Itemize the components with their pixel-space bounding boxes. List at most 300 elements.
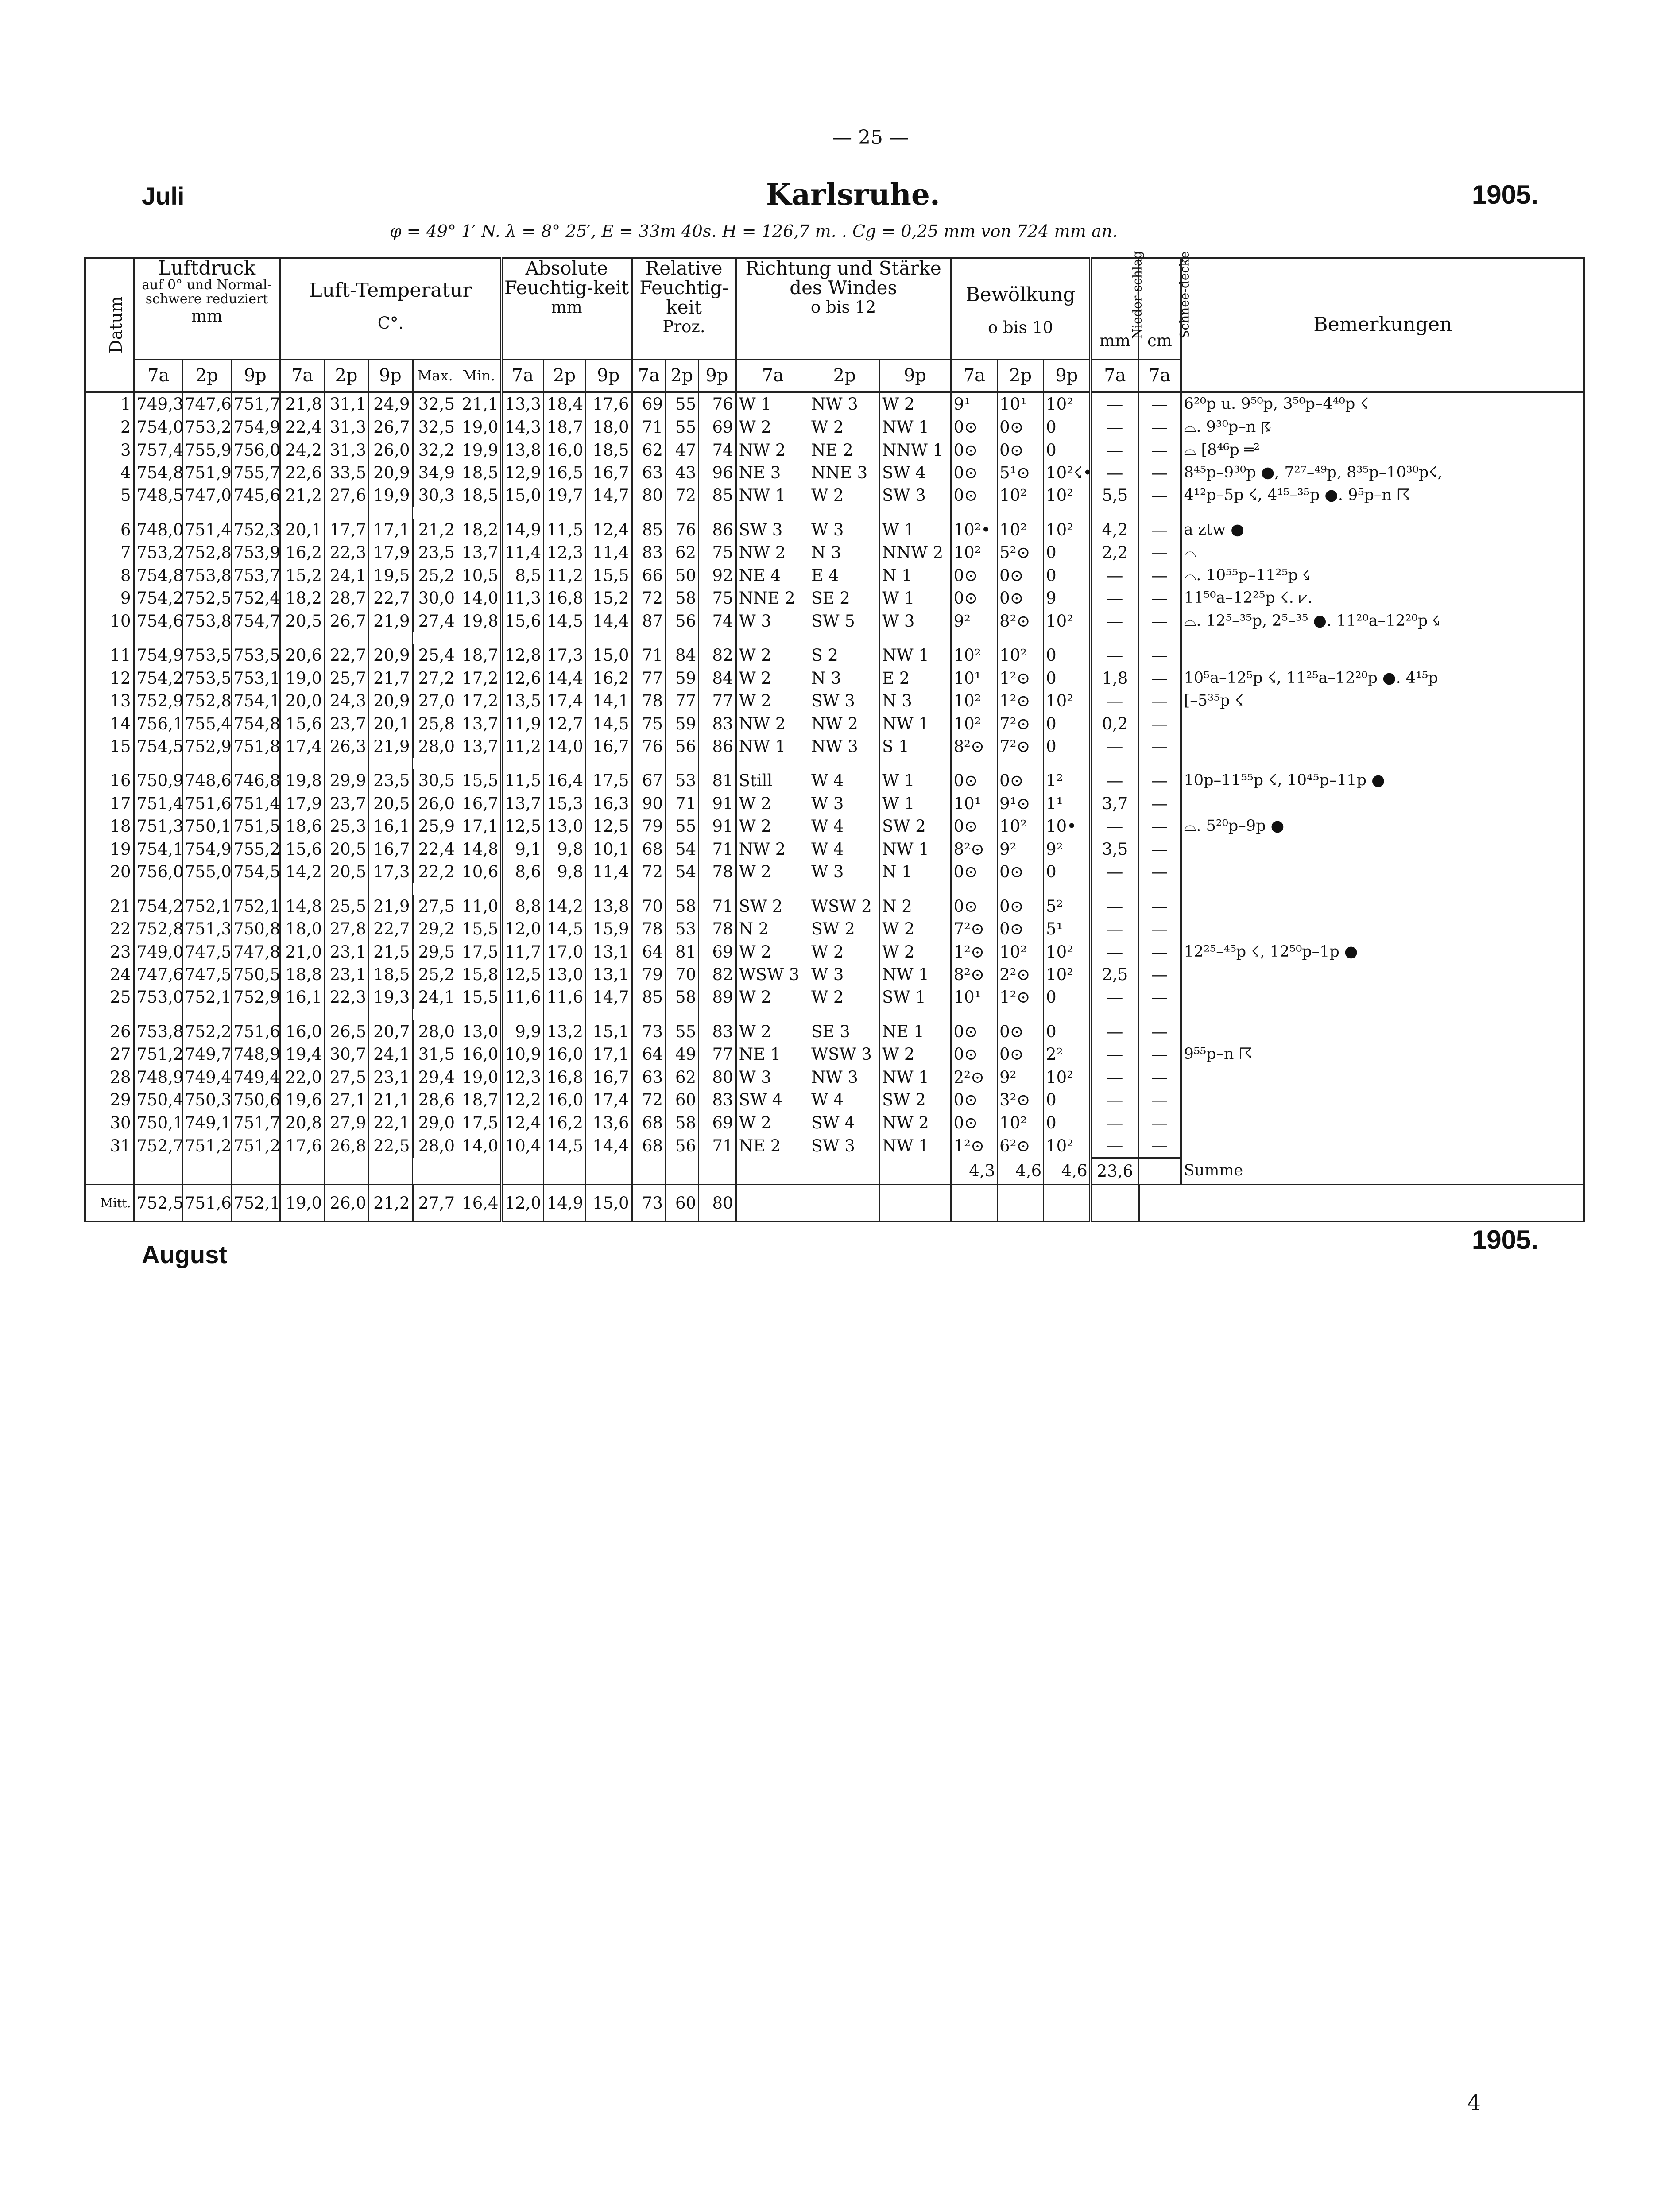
- pressure-cell: 753,5: [231, 644, 280, 667]
- table-row: [85, 438, 1584, 461]
- cloud-cell: 0⊙: [997, 438, 1044, 461]
- day-cell: 9: [85, 587, 134, 609]
- rel-humidity-cell: 92: [698, 564, 736, 587]
- wind-cell: NW 3: [809, 735, 880, 758]
- temperature-cell: 20,1: [280, 519, 324, 541]
- sum-row: [85, 1158, 1584, 1185]
- temperature-cell: 14,0: [457, 1134, 501, 1158]
- rel-humidity-cell: 59: [665, 667, 698, 689]
- day-cell: 7: [85, 541, 134, 564]
- pressure-cell: 752,9: [134, 690, 182, 712]
- abs-humidity-cell: 12,6: [501, 667, 543, 689]
- temperature-cell: 15,8: [457, 963, 501, 986]
- cloud-cell: 10¹: [951, 792, 997, 815]
- pressure-cell: 751,5: [231, 815, 280, 837]
- table-row: [85, 769, 1584, 792]
- station-title: Karlsruhe.: [766, 177, 940, 212]
- pressure-cell: 754,7: [231, 609, 280, 632]
- abs-humidity-cell: 14,2: [543, 895, 585, 917]
- row-spacer: [85, 883, 1584, 895]
- temperature-cell: 24,1: [324, 564, 368, 587]
- footer-number: 4: [1467, 2090, 1481, 2115]
- remarks-cell: 12²⁵–⁴⁵p ☇, 12⁵⁰p–1p ●: [1181, 940, 1584, 963]
- precip-cell: 0,2: [1090, 712, 1139, 735]
- temperature-cell: 16,7: [457, 792, 501, 815]
- rel-humidity-cell: 78: [698, 861, 736, 883]
- abs-humidity-cell: 16,2: [585, 667, 632, 689]
- wind-cell: NNE 3: [809, 461, 880, 484]
- temperature-cell: 18,5: [368, 963, 413, 986]
- temperature-cell: 27,5: [413, 895, 457, 917]
- precip-cell: —: [1090, 416, 1139, 438]
- mean-temperature-cell: 26,0: [324, 1185, 368, 1222]
- wind-cell: NW 1: [880, 838, 951, 861]
- cloud-mean-cell: 4,3: [951, 1158, 997, 1185]
- precip-cell: —: [1090, 769, 1139, 792]
- snow-cell: —: [1139, 1089, 1181, 1111]
- cloud-cell: 10²: [951, 541, 997, 564]
- pressure-cell: 754,9: [134, 644, 182, 667]
- pressure-cell: 752,8: [182, 541, 231, 564]
- temperature-cell: 30,5: [413, 769, 457, 792]
- temperature-cell: 15,2: [280, 564, 324, 587]
- pressure-cell: 752,2: [182, 1020, 231, 1043]
- temperature-cell: 19,9: [457, 438, 501, 461]
- temperature-cell: 18,6: [280, 815, 324, 837]
- abs-humidity-cell: 17,1: [585, 1043, 632, 1066]
- temperature-cell: 20,0: [280, 690, 324, 712]
- temperature-cell: 17,5: [457, 1112, 501, 1134]
- rel-humidity-cell: 58: [665, 895, 698, 917]
- wind-cell: NW 2: [736, 838, 809, 861]
- remarks-cell: [1181, 792, 1584, 815]
- temperature-cell: 24,9: [368, 392, 413, 416]
- cloud-cell: 1²⊙: [951, 1134, 997, 1158]
- cloud-cell: 0⊙: [951, 416, 997, 438]
- pressure-cell: 754,8: [231, 712, 280, 735]
- remarks-cell: ⌓. 12⁵–³⁵p, 2⁵–³⁵ ●. 11²⁰a–12²⁰p ☇: [1181, 609, 1584, 632]
- wind-cell: W 2: [736, 416, 809, 438]
- cloud-cell: 0: [1044, 986, 1090, 1008]
- wind-cell: W 3: [736, 609, 809, 632]
- wind-cell: S 2: [809, 644, 880, 667]
- snow-cell: —: [1139, 838, 1181, 861]
- snow-cell: —: [1139, 861, 1181, 883]
- abs-humidity-cell: 16,0: [543, 438, 585, 461]
- precip-cell: —: [1090, 918, 1139, 940]
- wind-cell: SW 3: [809, 1134, 880, 1158]
- abs-humidity-cell: 15,1: [585, 1020, 632, 1043]
- pressure-cell: 750,8: [231, 918, 280, 940]
- temperature-cell: 21,2: [413, 519, 457, 541]
- cloud-cell: 0: [1044, 1089, 1090, 1111]
- temperature-cell: 18,7: [457, 1089, 501, 1111]
- table-row: [85, 1112, 1584, 1134]
- abs-humidity-cell: 13,5: [501, 690, 543, 712]
- pressure-cell: 754,8: [134, 461, 182, 484]
- day-cell: 18: [85, 815, 134, 837]
- rel-humidity-cell: 77: [632, 667, 665, 689]
- temperature-cell: 16,1: [368, 815, 413, 837]
- rel-humidity-cell: 72: [632, 587, 665, 609]
- row-spacer: [85, 632, 1584, 644]
- temperature-cell: 17,4: [280, 735, 324, 758]
- rel-humidity-cell: 68: [632, 1112, 665, 1134]
- pressure-cell: 755,0: [182, 861, 231, 883]
- temperature-cell: 21,1: [368, 1089, 413, 1111]
- day-cell: 23: [85, 940, 134, 963]
- pressure-cell: 752,9: [231, 986, 280, 1008]
- temperature-cell: 26,3: [324, 735, 368, 758]
- abs-humidity-cell: 11,5: [543, 519, 585, 541]
- table-row: [85, 541, 1584, 564]
- cloud-cell: 10²: [1044, 609, 1090, 632]
- precip-cell: —: [1090, 815, 1139, 837]
- pressure-cell: 752,5: [182, 587, 231, 609]
- rel-humidity-cell: 66: [632, 564, 665, 587]
- temperature-cell: 21,9: [368, 895, 413, 917]
- wind-cell: NW 2: [736, 712, 809, 735]
- pressure-cell: 756,0: [134, 861, 182, 883]
- rel-humidity-cell: 83: [698, 1089, 736, 1111]
- wind-cell: N 3: [880, 690, 951, 712]
- rel-humidity-cell: 49: [665, 1043, 698, 1066]
- rel-humidity-cell: 53: [665, 918, 698, 940]
- snow-cell: —: [1139, 438, 1181, 461]
- table-row: [85, 895, 1584, 917]
- abs-humidity-cell: 8,8: [501, 895, 543, 917]
- temperature-cell: 27,6: [324, 484, 368, 507]
- abs-humidity-cell: 11,3: [501, 587, 543, 609]
- table-row: [85, 461, 1584, 484]
- temperature-cell: 22,1: [368, 1112, 413, 1134]
- cloud-cell: 0⊙: [951, 438, 997, 461]
- pressure-cell: 757,4: [134, 438, 182, 461]
- rel-humidity-cell: 76: [698, 392, 736, 416]
- pressure-cell: 748,9: [231, 1043, 280, 1066]
- cloud-mean-cell: 4,6: [1044, 1158, 1090, 1185]
- rel-humidity-cell: 82: [698, 963, 736, 986]
- pressure-cell: 755,2: [231, 838, 280, 861]
- august-table: [84, 1275, 1585, 2090]
- table-row: [85, 667, 1584, 689]
- wind-cell: W 2: [736, 986, 809, 1008]
- mean-row: [85, 1185, 1584, 1222]
- cloud-cell: 0⊙: [951, 484, 997, 507]
- temperature-cell: 20,9: [368, 644, 413, 667]
- abs-humidity-cell: 12,4: [585, 519, 632, 541]
- abs-humidity-cell: 15,9: [585, 918, 632, 940]
- rel-humidity-cell: 55: [665, 1020, 698, 1043]
- wind-cell: W 2: [736, 644, 809, 667]
- rel-humidity-cell: 62: [665, 1066, 698, 1089]
- pressure-cell: 746,8: [231, 769, 280, 792]
- day-cell: 4: [85, 461, 134, 484]
- mean-temperature-cell: 21,2: [368, 1185, 413, 1222]
- snow-cell: —: [1139, 1134, 1181, 1158]
- pressure-cell: 750,1: [134, 1112, 182, 1134]
- precip-cell: —: [1090, 986, 1139, 1008]
- remarks-cell: 6²⁰p u. 9⁵⁰p, 3⁵⁰p–4⁴⁰p ☇: [1181, 392, 1584, 416]
- cloud-cell: 10²: [997, 484, 1044, 507]
- pressure-cell: 747,5: [182, 963, 231, 986]
- wind-cell: N 2: [880, 895, 951, 917]
- pressure-cell: 753,2: [134, 541, 182, 564]
- abs-humidity-cell: 17,5: [585, 769, 632, 792]
- august-year-title: 1905.: [1471, 1225, 1538, 1255]
- pressure-cell: 750,9: [134, 769, 182, 792]
- pressure-cell: 748,9: [134, 1066, 182, 1089]
- rel-humidity-cell: 77: [698, 1043, 736, 1066]
- cloud-cell: 10²: [997, 815, 1044, 837]
- day-cell: 27: [85, 1043, 134, 1066]
- abs-humidity-cell: 15,2: [585, 587, 632, 609]
- rel-humidity-cell: 59: [665, 712, 698, 735]
- abs-humidity-cell: 12,9: [501, 461, 543, 484]
- cloud-cell: 10²•: [951, 519, 997, 541]
- temperature-cell: 20,5: [368, 792, 413, 815]
- cloud-cell: 0: [1044, 1112, 1090, 1134]
- pressure-cell: 751,2: [231, 1134, 280, 1158]
- day-cell: 22: [85, 918, 134, 940]
- wind-header: Richtung und Stärke des Windes o bis 12: [736, 258, 951, 360]
- table-row: [85, 484, 1584, 507]
- rel-humidity-cell: 85: [632, 519, 665, 541]
- abs-humidity-cell: 18,0: [585, 416, 632, 438]
- abs-humidity-cell: 14,4: [585, 609, 632, 632]
- cloud-cell: 10¹: [951, 986, 997, 1008]
- remarks-cell: ⌓. 9³⁰p–n ☈: [1181, 416, 1584, 438]
- temperature-cell: 22,4: [280, 416, 324, 438]
- wind-cell: W 1: [736, 392, 809, 416]
- pressure-cell: 755,4: [182, 712, 231, 735]
- rel-humidity-cell: 82: [698, 644, 736, 667]
- snow-cell: —: [1139, 1043, 1181, 1066]
- cloud-cell: 8²⊙: [951, 838, 997, 861]
- cloud-cell: 0⊙: [997, 1043, 1044, 1066]
- snow-cell: —: [1139, 519, 1181, 541]
- wind-cell: W 2: [736, 815, 809, 837]
- cloud-cell: 0⊙: [951, 815, 997, 837]
- abs-humidity-cell: 12,5: [501, 815, 543, 837]
- pressure-cell: 748,5: [134, 484, 182, 507]
- niederschlag-header: Nieder-schlag mm: [1090, 258, 1139, 360]
- day-cell: 2: [85, 416, 134, 438]
- wind-cell: NE 3: [736, 461, 809, 484]
- pressure-cell: 752,9: [182, 735, 231, 758]
- temperature-cell: 22,3: [324, 541, 368, 564]
- wind-cell: SW 4: [880, 461, 951, 484]
- wind-cell: SW 5: [809, 609, 880, 632]
- day-cell: 31: [85, 1134, 134, 1158]
- snow-cell: —: [1139, 815, 1181, 837]
- temperature-cell: 18,8: [280, 963, 324, 986]
- temperature-cell: 18,5: [457, 461, 501, 484]
- abs-humidity-cell: 13,0: [543, 815, 585, 837]
- wind-cell: N 3: [809, 541, 880, 564]
- temperature-cell: 28,0: [413, 735, 457, 758]
- temperature-cell: 20,8: [280, 1112, 324, 1134]
- remarks-cell: ⌓. 5²⁰p–9p ●: [1181, 815, 1584, 837]
- rel-humidity-cell: 81: [665, 940, 698, 963]
- temperature-cell: 19,0: [457, 416, 501, 438]
- day-cell: 20: [85, 861, 134, 883]
- cloud-cell: 0⊙: [997, 1020, 1044, 1043]
- abs-humidity-cell: 13,8: [585, 895, 632, 917]
- cloud-cell: 5²⊙: [997, 541, 1044, 564]
- pressure-cell: 752,7: [134, 1134, 182, 1158]
- wind-cell: WSW 3: [809, 1043, 880, 1066]
- cloud-cell: 0⊙: [951, 1089, 997, 1111]
- wind-cell: W 3: [736, 1066, 809, 1089]
- rel-humidity-cell: 71: [698, 838, 736, 861]
- remarks-cell: ⌓: [1181, 541, 1584, 564]
- rel-humidity-cell: 85: [698, 484, 736, 507]
- rel-humidity-cell: 84: [698, 667, 736, 689]
- abs-humidity-cell: 11,4: [585, 541, 632, 564]
- pressure-cell: 751,3: [182, 918, 231, 940]
- rel-humidity-cell: 58: [665, 1112, 698, 1134]
- wind-cell: SE 2: [809, 587, 880, 609]
- temperature-cell: 19,5: [368, 564, 413, 587]
- abs-humidity-cell: 13,0: [543, 963, 585, 986]
- abs-humidity-cell: 19,7: [543, 484, 585, 507]
- wind-cell: NE 2: [736, 1134, 809, 1158]
- temperature-cell: 27,1: [324, 1089, 368, 1111]
- cloud-cell: 0⊙: [997, 587, 1044, 609]
- rel-humidity-cell: 83: [632, 541, 665, 564]
- abs-humidity-cell: 14,5: [543, 609, 585, 632]
- rel-humidity-cell: 64: [632, 940, 665, 963]
- abs-humidity-cell: 16,0: [543, 1089, 585, 1111]
- temperature-cell: 30,3: [413, 484, 457, 507]
- day-cell: 15: [85, 735, 134, 758]
- cloud-cell: 0⊙: [951, 461, 997, 484]
- wind-cell: NW 1: [736, 735, 809, 758]
- remarks-cell: [1181, 1066, 1584, 1089]
- temperature-cell: 22,5: [368, 1134, 413, 1158]
- pressure-cell: 751,7: [231, 1112, 280, 1134]
- cloud-cell: 0⊙: [997, 861, 1044, 883]
- cloud-cell: 0⊙: [951, 1020, 997, 1043]
- precip-cell: 1,8: [1090, 667, 1139, 689]
- rel-humidity-cell: 70: [665, 963, 698, 986]
- abs-humidity-cell: 16,4: [543, 769, 585, 792]
- abs-humidity-cell: 17,3: [543, 644, 585, 667]
- wind-cell: N 3: [809, 667, 880, 689]
- pressure-cell: 754,5: [134, 735, 182, 758]
- precip-cell: —: [1090, 940, 1139, 963]
- precip-cell: 5,5: [1090, 484, 1139, 507]
- rel-humidity-cell: 71: [698, 895, 736, 917]
- day-cell: 12: [85, 667, 134, 689]
- schneedecke-header: Schnee-decke cm: [1139, 258, 1181, 360]
- temperature-cell: 20,7: [368, 1020, 413, 1043]
- table-row: [85, 792, 1584, 815]
- rel-humidity-cell: 56: [665, 735, 698, 758]
- pressure-cell: 756,1: [134, 712, 182, 735]
- pressure-cell: 753,8: [182, 609, 231, 632]
- temperature-cell: 23,5: [413, 541, 457, 564]
- rel-feuchte-header: Relative Feuchtig-keit Proz.: [632, 258, 736, 360]
- temperature-cell: 19,9: [368, 484, 413, 507]
- rel-humidity-cell: 87: [632, 609, 665, 632]
- table-row: [85, 392, 1584, 416]
- cloud-cell: 10²: [1044, 1134, 1090, 1158]
- wind-cell: W 3: [809, 861, 880, 883]
- pressure-cell: 754,8: [134, 564, 182, 587]
- snow-cell: —: [1139, 1112, 1181, 1134]
- temperature-cell: 22,2: [413, 861, 457, 883]
- table-row: [85, 644, 1584, 667]
- wind-cell: W 2: [880, 918, 951, 940]
- temperature-cell: 20,9: [368, 690, 413, 712]
- pressure-cell: 749,0: [134, 940, 182, 963]
- day-cell: 25: [85, 986, 134, 1008]
- bewoelkung-header: Bewölkung o bis 10: [951, 258, 1090, 360]
- abs-humidity-cell: 13,8: [501, 438, 543, 461]
- temperature-cell: 29,0: [413, 1112, 457, 1134]
- rel-humidity-cell: 75: [632, 712, 665, 735]
- pressure-cell: 754,2: [134, 895, 182, 917]
- wind-cell: W 2: [880, 940, 951, 963]
- wind-cell: NE 1: [880, 1020, 951, 1043]
- rel-humidity-cell: 77: [698, 690, 736, 712]
- remarks-cell: [1181, 644, 1584, 667]
- rel-humidity-cell: 72: [665, 484, 698, 507]
- pressure-cell: 749,4: [231, 1066, 280, 1089]
- cloud-cell: 0⊙: [997, 416, 1044, 438]
- temperature-cell: 18,2: [280, 587, 324, 609]
- snow-cell: —: [1139, 1066, 1181, 1089]
- pressure-cell: 754,0: [134, 416, 182, 438]
- abs-humidity-cell: 9,8: [543, 861, 585, 883]
- temperature-cell: 27,8: [324, 918, 368, 940]
- abs-humidity-cell: 12,3: [501, 1066, 543, 1089]
- cloud-cell: 0⊙: [997, 564, 1044, 587]
- precip-cell: 3,7: [1090, 792, 1139, 815]
- pressure-cell: 750,6: [231, 1089, 280, 1111]
- abs-humidity-cell: 16,5: [543, 461, 585, 484]
- wind-cell: W 4: [809, 769, 880, 792]
- pressure-cell: 753,5: [182, 644, 231, 667]
- precip-cell: —: [1090, 1043, 1139, 1066]
- cloud-cell: 7²⊙: [997, 735, 1044, 758]
- rel-humidity-cell: 86: [698, 519, 736, 541]
- temperature-cell: 15,5: [457, 918, 501, 940]
- precip-cell: —: [1090, 1134, 1139, 1158]
- mean-rel-cell: 73: [632, 1185, 665, 1222]
- remarks-cell: [1181, 895, 1584, 917]
- abs-humidity-cell: 12,0: [501, 918, 543, 940]
- snow-cell: —: [1139, 484, 1181, 507]
- rel-humidity-cell: 78: [632, 690, 665, 712]
- wind-cell: NE 2: [809, 438, 880, 461]
- temperature-cell: 19,6: [280, 1089, 324, 1111]
- temperature-cell: 29,4: [413, 1066, 457, 1089]
- rel-humidity-cell: 77: [665, 690, 698, 712]
- table-row: [85, 861, 1584, 883]
- abs-humidity-cell: 11,6: [501, 986, 543, 1008]
- pressure-cell: 751,4: [231, 792, 280, 815]
- temperature-cell: 17,9: [368, 541, 413, 564]
- temperature-cell: 27,2: [413, 667, 457, 689]
- abs-humidity-cell: 12,4: [501, 1112, 543, 1134]
- temperature-cell: 22,0: [280, 1066, 324, 1089]
- abs-humidity-cell: 13,1: [585, 940, 632, 963]
- temperature-cell: 13,0: [457, 1020, 501, 1043]
- day-cell: 11: [85, 644, 134, 667]
